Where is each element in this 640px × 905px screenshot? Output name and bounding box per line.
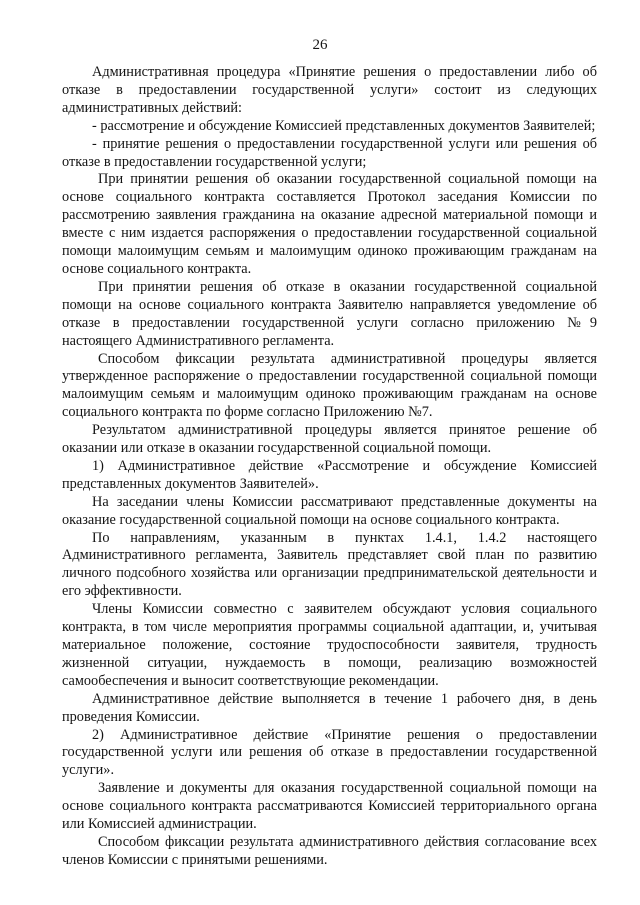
list-item-review: - рассмотрение и обсуждение Комиссией представленных документов Заявителей; — [92, 117, 596, 134]
paragraph-directions-plan: По направлениям, указанным в пунктах 1.4.1, 1.4.2 настоящего Административного регламента, Заявитель представляет свой план по развитию личного подсобного хозяйства или организации предпринимательской деятельности и его эффективности. — [62, 529, 597, 600]
list-item-decision: - принятие решения о предоставлении государственной услуги или решения об отказе в предоставлении государственной услуги; — [62, 135, 597, 170]
paragraph-approval-protocol: При принятии решения об оказании государственной социальной помощи на основе социального контракта составляется Протокол заседания Комиссии по рассмотрению заявления гражданина на оказание адресной материальной помощи и вместе с ним издается распоряжения о предоставлении государственной социальной помощи малоимущим семьям и малоимущим одиноко проживающим гражданам на основе социального контракта. — [62, 171, 597, 277]
paragraph-action-2-title: 2) Административное действие «Принятие решения о предоставлении государственной услуги или решения об отказе в предоставлении государственной услуги». — [62, 726, 597, 779]
paragraph-action-1-title: 1) Административное действие «Рассмотрение и обсуждение Комиссией представленных документов Заявителей». — [62, 457, 597, 492]
paragraph-action-fixation: Способом фиксации результата административного действия согласование всех членов Комиссии с принятыми решениями. — [62, 833, 597, 868]
paragraph-documents-review: Заявление и документы для оказания государственной социальной помощи на основе социального контракта рассматриваются Комиссией территориального органа или Комиссией администрации. — [62, 780, 597, 833]
paragraph-commission-discussion: Члены Комиссии совместно с заявителем обсуждают условия социального контракта, в том числе мероприятия программы социальной адаптации, и, учитывая материальное положение, состояние трудоспособности заявителя, трудность жизненной ситуации, нуждаемость в помощи, реализацию возможностей самообеспечения и выносит соответствующие рекомендации. — [62, 601, 597, 689]
paragraph-commission-review: На заседании члены Комиссии рассматривают представленные документы на оказание государственной социальной помощи на основе социального контракта. — [62, 493, 597, 528]
paragraph-fixation-method: Способом фиксации результата административной процедуры является утвержденное распоряжение о предоставлении государственной социальной помощи малоимущим семьям и малоимущим одиноко проживающим гражданам на основе социального контракта по форме согласно Приложению №7. — [62, 350, 597, 421]
document-body — [62, 64, 597, 870]
paragraph-procedure-intro: Административная процедура «Принятие решения о предоставлении либо об отказе в предоставлении государственной услуги» состоит из следующих административных действий: — [62, 64, 597, 116]
paragraph-procedure-result: Результатом административной процедуры является принятое решение об оказании или отказе в оказании государственной социальной помощи. — [62, 422, 597, 457]
paragraph-refusal-notice: При принятии решения об отказе в оказании государственной социальной помощи на основе социального контракта Заявителю направляется уведомление об отказе в предоставлении государственной услуги согласно приложению №9 настоящего Административного регламента. — [62, 278, 597, 349]
page-number: 26 — [312, 37, 328, 53]
paragraph-action-duration: Административное действие выполняется в течение 1 рабочего дня, в день проведения Комиссии. — [62, 690, 597, 725]
